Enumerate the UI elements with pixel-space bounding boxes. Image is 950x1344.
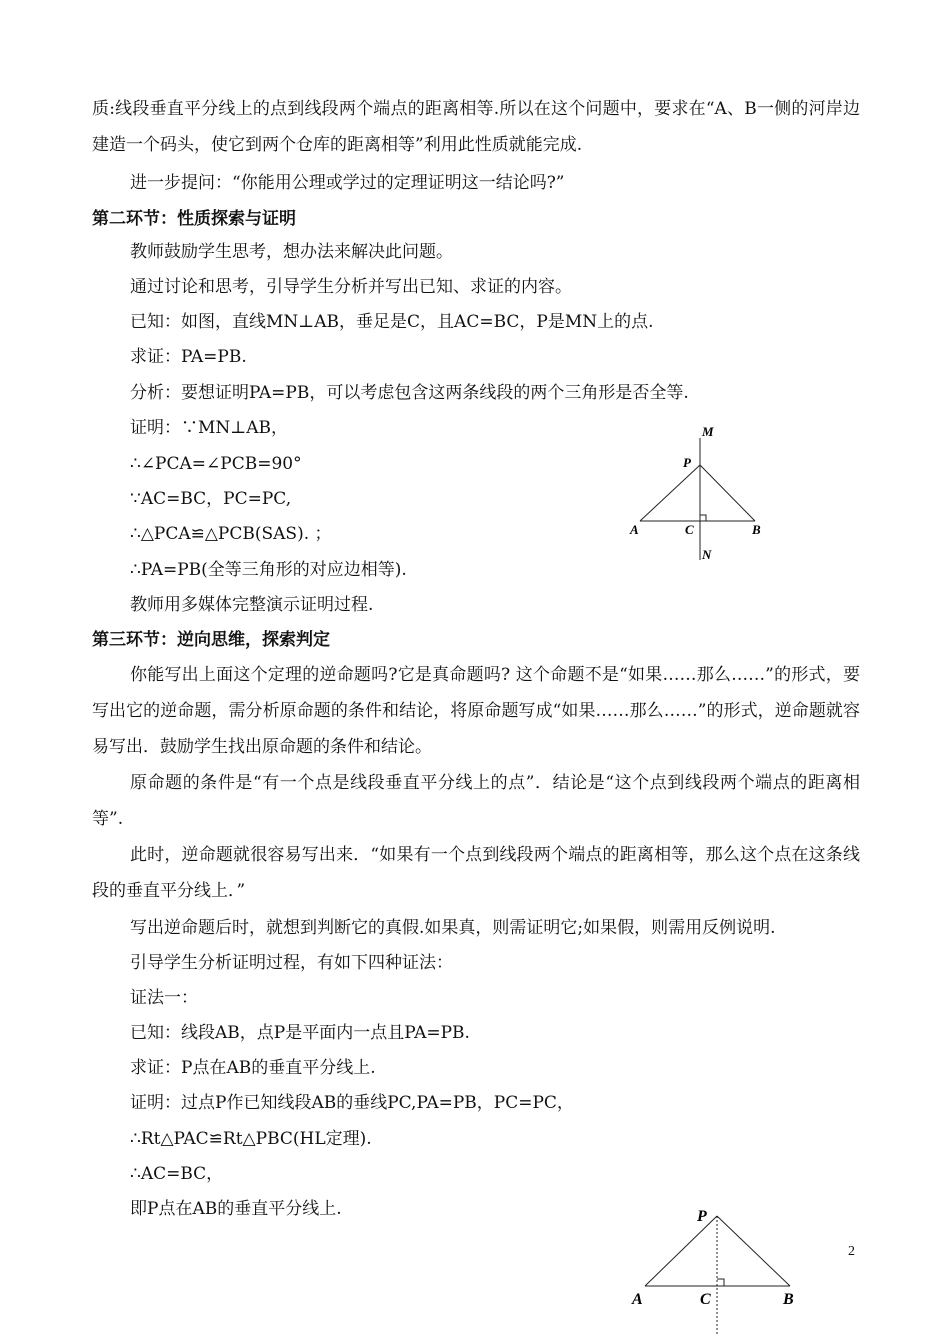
right-angle-mark	[700, 515, 706, 521]
segment-pb	[700, 465, 755, 521]
figure-perpendicular-bisector	[620, 418, 780, 568]
label-p: P	[683, 455, 691, 470]
proof-line-5: ∴PA=PB(全等三角形的对应边相等).	[130, 560, 407, 580]
paragraph-16: 此时，逆命题就很容易写出来．“如果有一个点到线段两个端点的距离相等，那么这个点在这条线段的垂直平分线上．”	[92, 845, 860, 901]
segment-pa-2	[645, 1216, 717, 1286]
paragraph-17: 写出逆命题后时，就想到判断它的真假.如果真，则需证明它;如果假，则需用反例说明.	[130, 918, 776, 938]
paragraph-3: 教师鼓励学生思考，想办法来解决此问题。	[130, 242, 453, 262]
label-p-2: P	[697, 1208, 707, 1225]
segment-pb-2	[717, 1216, 790, 1286]
paragraph-4: 通过讨论和思考，引导学生分析并写出已知、求证的内容。	[130, 277, 572, 297]
label-b: B	[752, 522, 761, 537]
right-angle-mark-2	[717, 1279, 724, 1286]
figure-isosceles-triangle	[625, 1200, 805, 1340]
prove-statement: 求证：PA=PB.	[130, 347, 247, 367]
paragraph-2: 进一步提问：“你能用公理或学过的定理证明这一结论吗?”	[130, 173, 565, 193]
proof-line-3: ∵AC=BC，PC=PC,	[130, 489, 292, 509]
paragraph-15: 原命题的条件是“有一个点是线段垂直平分线上的点”．结论是“这个点到线段两个端点的距离相等”.	[92, 773, 860, 829]
section-heading-3: 第三环节：逆向思维，探索判定	[92, 630, 330, 650]
proof-line-2: ∴∠PCA=∠PCB=90°	[130, 454, 302, 474]
proof2-line-2: ∴Rt△PAC≌Rt△PBC(HL定理).	[130, 1129, 372, 1149]
proof2-line-3: ∴AC=BC，	[130, 1164, 224, 1184]
given-statement: 已知：如图，直线MN⊥AB，垂足是C，且AC=BC，P是MN上的点.	[130, 312, 654, 332]
label-a-2: A	[632, 1291, 643, 1308]
paragraph-14: 你能写出上面这个定理的逆命题吗?它是真命题吗? 这个命题不是“如果……那么……”的形式，要写出它的逆命题，需分析原命题的条件和结论，将原命题写成“如果……那么……”的形式，逆命题就容易写出．鼓励学生找出原命题的条件和结论。	[92, 665, 860, 757]
proof2-line-4: 即P点在AB的垂直平分线上.	[130, 1199, 342, 1219]
label-b-2: B	[783, 1291, 794, 1308]
section-heading-2: 第二环节：性质探索与证明	[92, 209, 296, 229]
proof2-line-1: 证明：过点P作已知线段AB的垂线PC,PA=PB，PC=PC，	[130, 1093, 574, 1113]
label-c: C	[685, 522, 694, 537]
paragraph-18: 引导学生分析证明过程，有如下四种证法：	[130, 953, 453, 973]
paragraph-13: 教师用多媒体完整演示证明过程.	[130, 595, 374, 615]
given-statement-2: 已知：线段AB，点P是平面内一点且PA=PB.	[130, 1023, 470, 1043]
label-n: N	[702, 547, 712, 562]
method-one-label: 证法一：	[130, 988, 198, 1008]
segment-pa	[640, 465, 700, 521]
label-c-2: C	[700, 1291, 711, 1308]
label-a: A	[630, 522, 639, 537]
prove-statement-2: 求证：P点在AB的垂直平分线上.	[130, 1058, 376, 1078]
paragraph-1: 质:线段垂直平分线上的点到线段两个端点的距离相等.所以在这个问题中，要求在“A、B一侧的河岸边建造一个码头，使它到两个仓库的距离相等”利用此性质就能完成.	[92, 99, 860, 155]
proof-line-1: 证明：∵MN⊥AB，	[130, 418, 289, 438]
proof-line-4: ∴△PCA≌△PCB(SAS). ；	[130, 524, 332, 544]
analysis-statement: 分析：要想证明PA=PB，可以考虑包含这两条线段的两个三角形是否全等.	[130, 383, 689, 403]
label-m: M	[702, 424, 714, 439]
page-number: 2	[848, 1244, 855, 1259]
